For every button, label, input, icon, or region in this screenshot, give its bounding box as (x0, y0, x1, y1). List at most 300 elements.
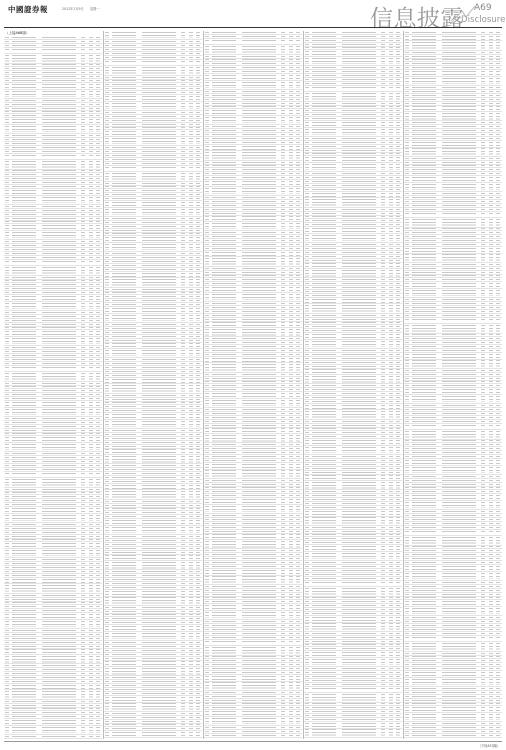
table-cell (12, 40, 41, 43)
table-cell (4, 633, 12, 636)
table-cell (88, 330, 95, 336)
table-cell (41, 150, 80, 153)
table-cell (12, 566, 41, 569)
table-cell (88, 527, 95, 530)
table-cell (12, 196, 41, 204)
table-cell (4, 478, 12, 486)
cell-text-placeholder (89, 104, 93, 105)
table-cell (12, 266, 41, 274)
table-cell (80, 44, 88, 47)
cell-text-placeholder (42, 430, 76, 431)
cell-text-placeholder (89, 161, 93, 168)
cell-text-placeholder (81, 178, 85, 179)
table-cell (4, 196, 12, 204)
cell-text-placeholder (81, 210, 85, 211)
cell-text-placeholder (5, 649, 9, 653)
table-cell (95, 213, 102, 216)
table-cell (4, 146, 12, 149)
table-cell (80, 499, 88, 502)
cell-text-placeholder (89, 409, 93, 416)
table-cell (95, 649, 102, 655)
table-cell (95, 372, 102, 380)
table-cell (80, 503, 88, 506)
table-cell (95, 584, 102, 592)
table-cell (88, 655, 95, 663)
cell-text-placeholder (42, 473, 76, 477)
table-cell (80, 566, 88, 569)
table-cell (88, 209, 95, 212)
cell-text-placeholder (5, 296, 9, 300)
cell-text-placeholder (5, 461, 9, 462)
table-cell (12, 472, 41, 478)
table-cell (88, 602, 95, 605)
table-cell (95, 488, 102, 491)
table-cell (4, 209, 12, 212)
table-cell (88, 637, 95, 640)
table-cell (88, 54, 95, 62)
table-cell (12, 507, 41, 513)
table-cell (95, 295, 102, 301)
cell-text-placeholder (5, 277, 9, 278)
cell-text-placeholder (12, 532, 36, 533)
cell-text-placeholder (42, 76, 76, 77)
cell-text-placeholder (12, 355, 36, 356)
cell-text-placeholder (96, 296, 100, 300)
cell-text-placeholder (96, 453, 100, 454)
table-cell (41, 209, 80, 212)
cell-text-placeholder (5, 68, 9, 69)
cell-text-placeholder (96, 571, 100, 572)
table-cell (4, 150, 12, 153)
table-row (4, 330, 102, 337)
table-cell (41, 196, 80, 204)
cell-text-placeholder (5, 225, 9, 229)
cell-text-placeholder (96, 72, 100, 73)
table-cell (95, 217, 102, 220)
table-cell (95, 260, 102, 266)
table-cell (4, 107, 12, 110)
cell-text-placeholder (12, 135, 36, 136)
cell-text-placeholder (42, 457, 76, 458)
cell-text-placeholder (12, 398, 36, 399)
cell-text-placeholder (89, 621, 93, 628)
table-cell (12, 542, 41, 548)
table-cell (4, 111, 12, 114)
cell-text-placeholder (96, 206, 100, 207)
table-cell (41, 248, 80, 251)
table-cell (4, 311, 12, 314)
table-cell (88, 503, 95, 506)
table-cell (41, 107, 80, 110)
cell-text-placeholder (96, 575, 100, 576)
cell-text-placeholder (5, 76, 9, 77)
table-cell (41, 48, 80, 54)
cell-text-placeholder (96, 599, 100, 600)
cell-text-placeholder (42, 115, 76, 116)
table-cell (41, 492, 80, 495)
cell-text-placeholder (96, 359, 100, 360)
table-cell (41, 605, 80, 608)
table-cell (12, 311, 41, 314)
table-cell (80, 79, 88, 82)
table-cell (12, 150, 41, 153)
table-cell (12, 54, 41, 62)
cell-text-placeholder (81, 634, 85, 635)
table-cell (4, 103, 12, 106)
table-cell (41, 354, 80, 357)
table-cell (95, 386, 102, 389)
cell-text-placeholder (89, 249, 93, 250)
cell-text-placeholder (96, 532, 100, 533)
table-cell (4, 372, 12, 380)
cell-text-placeholder (96, 80, 100, 81)
table-cell (4, 350, 12, 353)
cell-text-placeholder (96, 418, 100, 419)
cell-text-placeholder (96, 126, 100, 133)
cell-text-placeholder (89, 461, 93, 462)
cell-text-placeholder (42, 170, 76, 171)
table-cell (88, 346, 95, 349)
cell-text-placeholder (96, 64, 100, 65)
table-row (4, 48, 102, 55)
cell-text-placeholder (12, 543, 36, 547)
table-cell (12, 358, 41, 361)
table-cell (88, 40, 95, 43)
table-cell (12, 346, 41, 349)
table-cell (88, 539, 95, 542)
cell-text-placeholder (89, 91, 93, 98)
table-cell (88, 605, 95, 608)
cell-text-placeholder (81, 496, 85, 497)
cell-text-placeholder (89, 585, 93, 592)
table-cell (88, 478, 95, 486)
cell-text-placeholder (89, 147, 93, 148)
cell-text-placeholder (42, 108, 76, 109)
cell-text-placeholder (81, 595, 85, 596)
table-cell (88, 260, 95, 266)
table-cell (4, 578, 12, 584)
cell-text-placeholder (81, 155, 85, 159)
table-cell (80, 256, 88, 259)
cell-text-placeholder (96, 277, 100, 278)
cell-text-placeholder (12, 45, 36, 46)
table-cell (88, 578, 95, 584)
cell-text-placeholder (96, 108, 100, 109)
table-cell (4, 185, 12, 188)
table-cell (12, 620, 41, 628)
table-cell (41, 578, 80, 584)
table-cell (41, 138, 80, 141)
cell-text-placeholder (5, 543, 9, 547)
cell-text-placeholder (42, 210, 76, 211)
cell-text-placeholder (5, 515, 9, 522)
table-cell (4, 620, 12, 628)
table-cell (4, 425, 12, 428)
table-title: （上接A68版） (5, 31, 102, 36)
table-cell (41, 177, 80, 180)
cell-text-placeholder (42, 642, 76, 643)
cell-text-placeholder (12, 303, 36, 310)
cell-text-placeholder (81, 418, 85, 419)
cell-text-placeholder (81, 430, 85, 431)
table-cell (41, 40, 80, 43)
cell-text-placeholder (42, 80, 76, 81)
table-cell (4, 495, 12, 498)
table-cell (12, 173, 41, 176)
table-cell (80, 295, 88, 301)
cell-text-placeholder (12, 347, 36, 348)
table-cell (4, 221, 12, 224)
cell-text-placeholder (96, 461, 100, 462)
cell-text-placeholder (96, 543, 100, 547)
cell-text-placeholder (5, 186, 9, 187)
cell-text-placeholder (89, 575, 93, 576)
cell-text-placeholder (89, 550, 93, 557)
cell-text-placeholder (12, 465, 36, 466)
table-cell (80, 558, 88, 561)
table-cell (41, 319, 80, 322)
cell-text-placeholder (81, 571, 85, 572)
cell-text-placeholder (42, 492, 76, 493)
cell-text-placeholder (12, 367, 36, 371)
cell-text-placeholder (89, 563, 93, 564)
cell-text-placeholder (81, 225, 85, 229)
cell-text-placeholder (89, 76, 93, 77)
cell-text-placeholder (5, 210, 9, 211)
cell-text-placeholder (5, 206, 9, 207)
cell-text-placeholder (96, 312, 100, 313)
table-cell (88, 323, 95, 326)
table-cell (4, 327, 12, 330)
cell-text-placeholder (89, 536, 93, 537)
cell-text-placeholder (42, 386, 76, 387)
cell-text-placeholder (81, 461, 85, 462)
cell-text-placeholder (12, 536, 36, 537)
issue-date: 2012年1月9日 (62, 6, 84, 11)
table-cell (4, 240, 12, 243)
cell-text-placeholder (5, 550, 9, 557)
masthead (0, 0, 506, 24)
cell-text-placeholder (81, 621, 85, 628)
cell-text-placeholder (96, 585, 100, 592)
cell-text-placeholder (5, 563, 9, 564)
cell-text-placeholder (5, 316, 9, 317)
table-cell (4, 549, 12, 557)
table-cell (88, 443, 95, 451)
table-cell (12, 514, 41, 522)
table-cell (12, 302, 41, 310)
cell-text-placeholder (96, 55, 100, 62)
table-cell (95, 408, 102, 416)
table-cell (4, 503, 12, 506)
table-cell (80, 460, 88, 463)
cell-text-placeholder (96, 68, 100, 69)
cell-text-placeholder (81, 473, 85, 477)
cell-text-placeholder (89, 245, 93, 246)
table-cell (88, 170, 95, 173)
cell-text-placeholder (42, 606, 76, 607)
table-cell (4, 456, 12, 459)
cell-text-placeholder (81, 91, 85, 98)
cell-text-placeholder (12, 621, 36, 628)
cell-text-placeholder (12, 338, 36, 345)
cell-text-placeholder (5, 430, 9, 431)
section-title: 信息披露 (370, 0, 464, 33)
cell-text-placeholder (5, 327, 9, 328)
cell-text-placeholder (81, 383, 85, 384)
table-cell (80, 366, 88, 372)
cell-text-placeholder (12, 288, 36, 289)
table-cell (88, 649, 95, 655)
cell-text-placeholder (81, 104, 85, 105)
table-cell (88, 283, 95, 286)
cell-text-placeholder (5, 479, 9, 486)
table-cell (95, 574, 102, 577)
table-cell (95, 401, 102, 407)
table-cell (12, 613, 41, 619)
table-cell (4, 213, 12, 216)
cell-text-placeholder (42, 500, 76, 501)
table-cell (12, 138, 41, 141)
cell-text-placeholder (96, 320, 100, 321)
table-cell (95, 492, 102, 495)
table-cell (80, 103, 88, 106)
table-cell (41, 64, 80, 67)
cell-text-placeholder (12, 363, 36, 364)
cell-text-placeholder (96, 469, 100, 470)
table-cell (4, 99, 12, 102)
cell-text-placeholder (12, 174, 36, 175)
table-cell (12, 107, 41, 110)
cell-text-placeholder (5, 232, 9, 239)
table-cell (95, 323, 102, 326)
table-cell (12, 177, 41, 180)
table-cell (88, 327, 95, 330)
table-cell (41, 252, 80, 255)
table-cell (95, 421, 102, 424)
table-row (4, 189, 102, 196)
cell-text-placeholder (12, 324, 36, 325)
table-cell (95, 315, 102, 318)
cell-text-placeholder (81, 614, 85, 618)
cell-text-placeholder (42, 104, 76, 105)
table-cell (4, 48, 12, 54)
table-cell (12, 327, 41, 330)
table-cell (12, 276, 41, 279)
cell-text-placeholder (96, 182, 100, 183)
table-cell (88, 641, 95, 644)
table-cell (88, 452, 95, 455)
table-row (4, 154, 102, 161)
table-cell (41, 205, 80, 208)
cell-text-placeholder (81, 575, 85, 576)
table-row (4, 302, 102, 311)
cell-text-placeholder (96, 84, 100, 88)
table-cell (88, 495, 95, 498)
cell-text-placeholder (81, 524, 85, 525)
cell-text-placeholder (5, 386, 9, 387)
cell-text-placeholder (5, 143, 9, 144)
table-cell (80, 189, 88, 195)
table-cell (80, 620, 88, 628)
table-cell (95, 527, 102, 530)
table-cell (4, 566, 12, 569)
table-row (4, 478, 102, 487)
cell-text-placeholder (42, 599, 76, 600)
cell-text-placeholder (42, 316, 76, 317)
cell-text-placeholder (81, 433, 85, 434)
cell-text-placeholder (5, 45, 9, 46)
table-cell (80, 311, 88, 314)
cell-text-placeholder (96, 383, 100, 384)
table-cell (95, 531, 102, 534)
cell-text-placeholder (89, 135, 93, 136)
table-cell (95, 142, 102, 145)
cell-text-placeholder (96, 147, 100, 148)
cell-text-placeholder (96, 41, 100, 42)
table-cell (80, 472, 88, 478)
cell-text-placeholder (81, 536, 85, 537)
cell-text-placeholder (12, 76, 36, 77)
cell-text-placeholder (5, 284, 9, 285)
table-cell (41, 436, 80, 442)
cell-text-placeholder (89, 126, 93, 133)
cell-text-placeholder (12, 312, 36, 313)
table-cell (41, 464, 80, 467)
table-cell (12, 295, 41, 301)
table-cell (95, 503, 102, 506)
table-cell (12, 280, 41, 283)
table-cell (80, 574, 88, 577)
cell-text-placeholder (5, 147, 9, 148)
table-cell (95, 107, 102, 110)
cell-text-placeholder (12, 426, 36, 427)
cell-text-placeholder (81, 630, 85, 631)
table-cell (95, 44, 102, 47)
table-cell (80, 478, 88, 486)
cell-text-placeholder (96, 550, 100, 557)
table-cell (12, 570, 41, 573)
table-cell (95, 287, 102, 290)
table-cell (80, 107, 88, 110)
cell-text-placeholder (96, 669, 100, 670)
cell-text-placeholder (89, 280, 93, 281)
cell-text-placeholder (96, 508, 100, 512)
cell-text-placeholder (5, 409, 9, 416)
cell-text-placeholder (96, 245, 100, 246)
cell-text-placeholder (12, 296, 36, 300)
cell-text-placeholder (42, 444, 76, 451)
cell-text-placeholder (89, 115, 93, 116)
cell-text-placeholder (96, 595, 100, 596)
table-cell (88, 542, 95, 548)
table-cell (12, 283, 41, 286)
table-cell (80, 464, 88, 467)
cell-text-placeholder (96, 135, 100, 136)
table-cell (41, 562, 80, 565)
cell-text-placeholder (42, 550, 76, 557)
table-cell (80, 539, 88, 542)
table-cell (4, 584, 12, 592)
cell-text-placeholder (5, 303, 9, 310)
cell-text-placeholder (81, 610, 85, 611)
cell-text-placeholder (81, 190, 85, 194)
cell-text-placeholder (5, 489, 9, 490)
cell-text-placeholder (89, 267, 93, 274)
table-cell (80, 495, 88, 498)
table-cell (88, 79, 95, 82)
cell-text-placeholder (89, 665, 93, 666)
